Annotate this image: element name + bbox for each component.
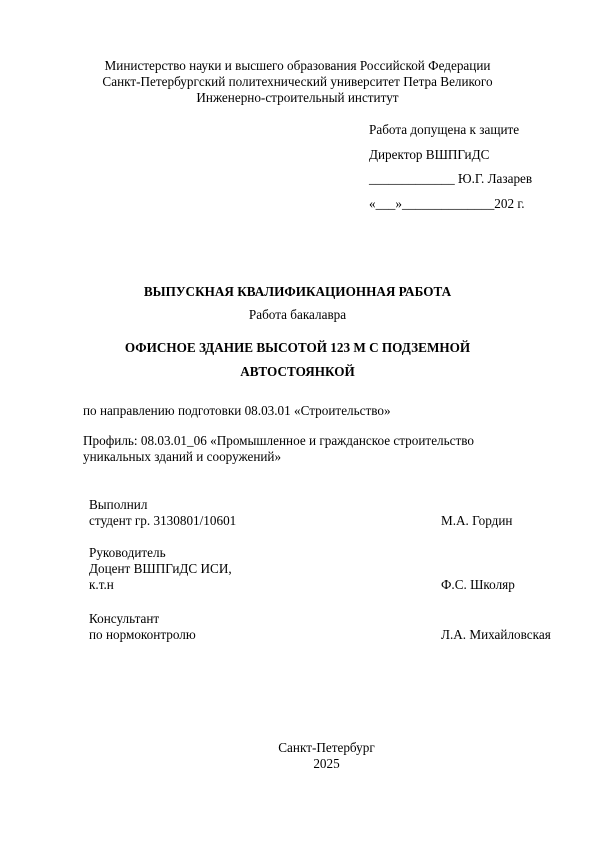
- profile-line-2: уникальных зданий и сооружений»: [83, 449, 282, 464]
- approval-director: Директор ВШПГиДС: [369, 147, 490, 162]
- approval-admitted: Работа допущена к защите: [369, 122, 520, 137]
- consultant-role: Консультант: [89, 611, 160, 626]
- ministry-line: Министерство науки и высшего образования Российской Федерации: [104, 58, 491, 73]
- study-direction: по направлению подготовки 08.03.01 «Строительство»: [83, 403, 391, 418]
- profile-line-1: Профиль: 08.03.01_06 «Промышленное и гражданское строительство: [83, 433, 474, 448]
- supervisor-degree: к.т.н: [89, 577, 114, 592]
- author-name: М.А. Гордин: [441, 513, 513, 528]
- supervisor-role: Руководитель: [89, 545, 166, 560]
- institute-line: Инженерно-строительный институт: [196, 90, 399, 105]
- topic-line-2: АВТОСТОЯНКОЙ: [240, 364, 355, 379]
- approval-signature-line: _____________ Ю.Г. Лазарев: [369, 171, 533, 186]
- supervisor-position: Доцент ВШПГиДС ИСИ,: [89, 561, 232, 576]
- footer-year: 2025: [313, 756, 340, 771]
- topic-line-1: ОФИСНОЕ ЗДАНИЕ ВЫСОТОЙ 123 М С ПОДЗЕМНОЙ: [124, 340, 471, 355]
- consultant-name: Л.А. Михайловская: [441, 627, 551, 642]
- consultant-area: по нормоконтролю: [89, 627, 196, 642]
- university-line: Санкт-Петербургский политехнический университет Петра Великого: [102, 74, 493, 89]
- approval-date-line: «___»______________202 г.: [369, 196, 525, 211]
- work-type-title: ВЫПУСКНАЯ КВАЛИФИКАЦИОННАЯ РАБОТА: [143, 284, 452, 299]
- footer-city: Санкт-Петербург: [278, 740, 375, 755]
- author-role: Выполнил: [89, 497, 148, 512]
- author-group: студент гр. 3130801/10601: [89, 513, 237, 528]
- work-subtype: Работа бакалавра: [248, 307, 347, 322]
- supervisor-name: Ф.С. Школяр: [441, 577, 515, 592]
